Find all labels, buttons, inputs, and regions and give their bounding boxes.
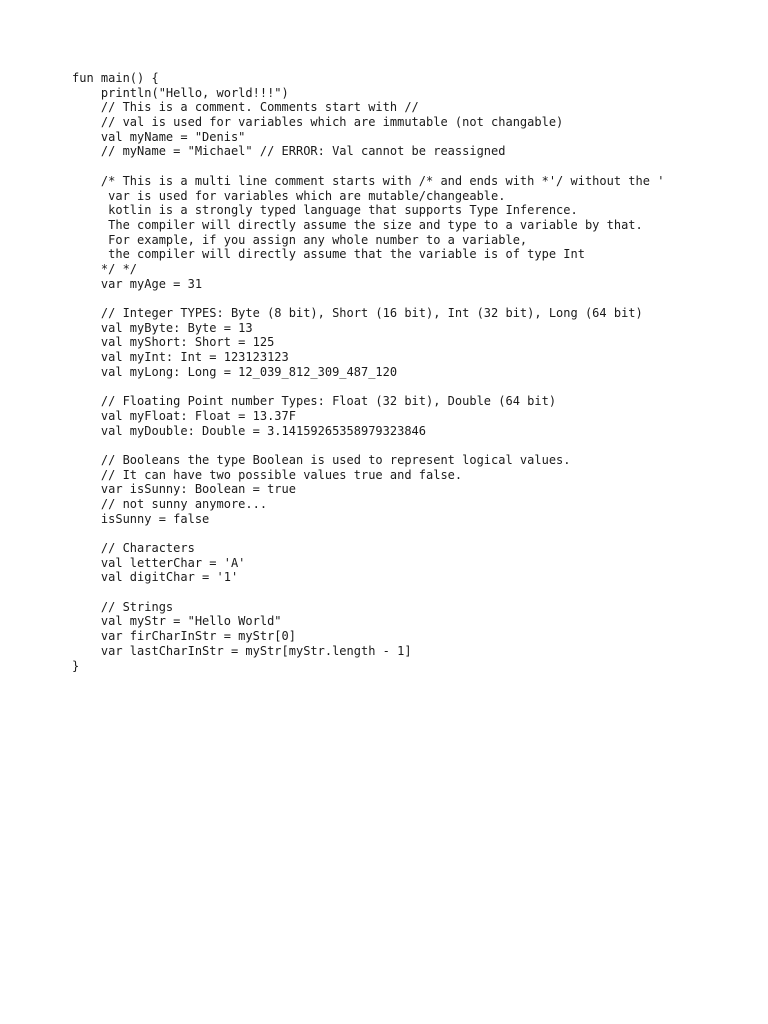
code-line: // Booleans the type Boolean is used to represent logical values.	[72, 452, 571, 467]
code-line	[72, 291, 664, 306]
code-line: // myName = "Michael" // ERROR: Val cannot be reassigned	[72, 144, 506, 159]
code-line: // val is used for variables which are immutable (not changable)	[72, 115, 564, 130]
code-line: The compiler will directly assume the size and type to a variable by that.	[72, 217, 643, 232]
code-block	[72, 71, 664, 673]
code-line: var myAge = 31	[72, 276, 203, 291]
code-line: fun main() {	[72, 71, 159, 85]
code-line: var lastCharInStr = myStr[myStr.length - 1]	[72, 643, 412, 658]
code-line: */ */	[72, 261, 138, 276]
code-line: val myInt: Int = 123123123	[72, 350, 289, 365]
code-line: // Floating Point number Types: Float (32 bit), Double (64 bit)	[72, 394, 557, 409]
code-line: val digitChar = '1'	[72, 570, 239, 585]
code-line: val letterChar = 'A'	[72, 555, 246, 570]
code-line: val myName = "Denis"	[72, 129, 246, 144]
code-line	[72, 438, 664, 453]
code-line: var isSunny: Boolean = true	[72, 482, 296, 497]
code-line: For example, if you assign any whole number to a variable,	[72, 232, 528, 247]
code-line: var is used for variables which are mutable/changeable.	[72, 188, 506, 203]
code-line: // This is a comment. Comments start with //	[72, 100, 419, 115]
code-line: kotlin is a strongly typed language that supports Type Inference.	[72, 203, 578, 218]
code-line: val myDouble: Double = 3.14159265358979323846	[72, 423, 427, 438]
code-line: // Strings	[72, 599, 174, 614]
code-line: // not sunny anymore...	[72, 496, 268, 511]
code-line: // Characters	[72, 541, 195, 555]
code-line: println("Hello, world!!!")	[72, 85, 289, 100]
code-line: val myLong: Long = 12_039_812_309_487_120	[72, 364, 398, 379]
code-line: // It can have two possible values true and false.	[72, 467, 463, 482]
code-line: val myByte: Byte = 13	[72, 320, 253, 335]
code-line: var firCharInStr = myStr[0]	[72, 629, 296, 644]
code-line	[72, 159, 664, 174]
code-line	[72, 585, 664, 600]
code-line	[72, 379, 664, 394]
code-line: isSunny = false	[72, 511, 210, 526]
code-line: }	[72, 658, 80, 673]
code-line: // Integer TYPES: Byte (8 bit), Short (16 bit), Int (32 bit), Long (64 bit)	[72, 306, 643, 320]
code-line: val myStr = "Hello World"	[72, 614, 282, 629]
code-line: val myShort: Short = 125	[72, 335, 275, 350]
code-line: the compiler will directly assume that the variable is of type Int	[72, 247, 585, 262]
code-line: /* This is a multi line comment starts with /* and ends with *'/ without the '	[72, 173, 665, 188]
code-line: val myFloat: Float = 13.37F	[72, 408, 296, 423]
code-line	[72, 526, 664, 541]
